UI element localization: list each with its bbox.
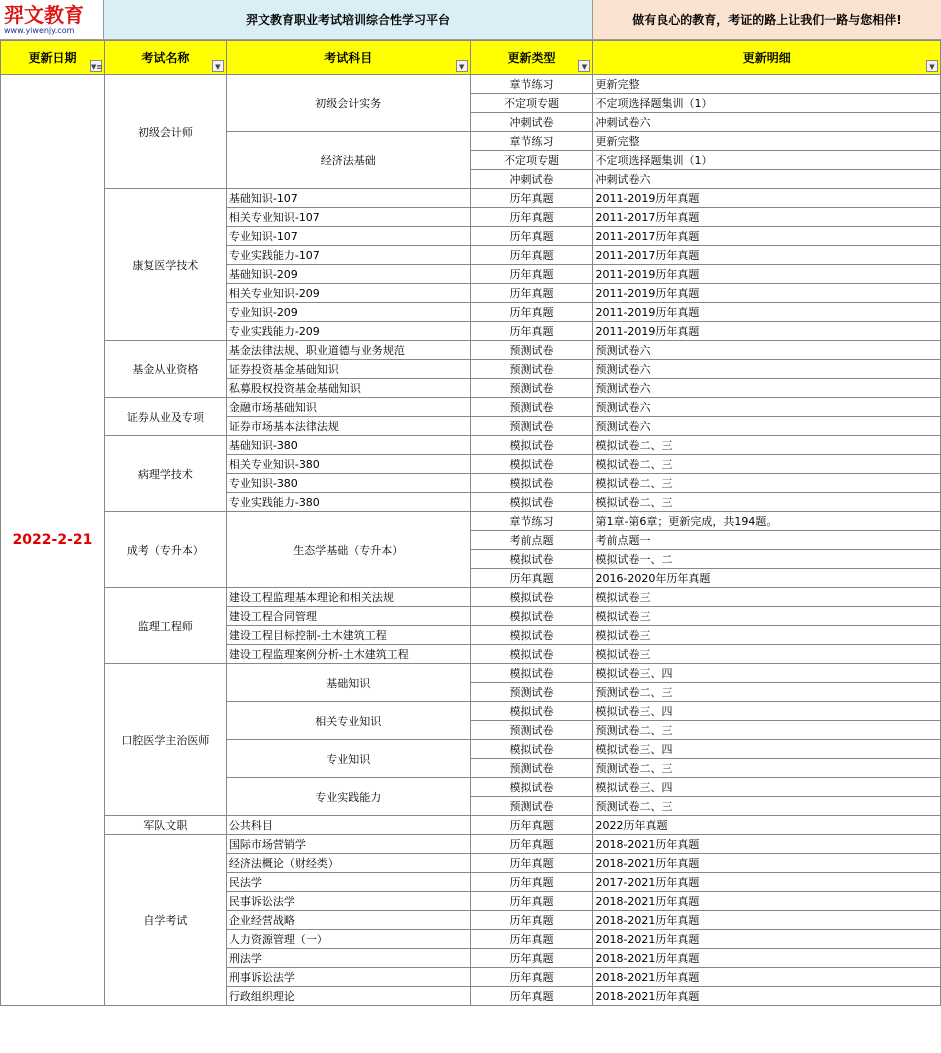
- update-detail-cell[interactable]: 预测试卷二、三: [593, 759, 941, 778]
- update-detail-cell[interactable]: 2011-2019历年真题: [593, 189, 941, 208]
- exam-subject-cell[interactable]: 专业实践能力: [226, 778, 470, 816]
- exam-subject-cell[interactable]: 相关专业知识-107: [226, 208, 470, 227]
- table-row: [1, 341, 941, 360]
- exam-subject-cell[interactable]: 基金法律法规、职业道德与业务规范: [226, 341, 470, 360]
- table-row: [1, 835, 941, 854]
- update-type-cell[interactable]: 历年真题: [470, 873, 593, 892]
- update-type-cell[interactable]: 预测试卷: [470, 797, 593, 816]
- update-type-cell[interactable]: 不定项专题: [470, 94, 593, 113]
- update-detail-cell[interactable]: 2016-2020年历年真题: [593, 569, 941, 588]
- update-type-cell[interactable]: 模拟试卷: [470, 474, 593, 493]
- exam-subject-cell[interactable]: 基础知识-107: [226, 189, 470, 208]
- update-type-cell[interactable]: 模拟试卷: [470, 588, 593, 607]
- update-type-cell[interactable]: 历年真题: [470, 854, 593, 873]
- update-type-cell[interactable]: 历年真题: [470, 835, 593, 854]
- exam-name-cell[interactable]: 口腔医学主治医师: [104, 664, 226, 816]
- filter-active-icon[interactable]: ▼≡: [90, 60, 102, 72]
- exam-subject-cell[interactable]: 刑事诉讼法学: [226, 968, 470, 987]
- logo-url: www.yiwenjy.com: [4, 25, 75, 35]
- exam-name-cell[interactable]: 监理工程师: [104, 588, 226, 664]
- update-type-cell[interactable]: 模拟试卷: [470, 550, 593, 569]
- update-detail-cell[interactable]: 考前点题一: [593, 531, 941, 550]
- update-detail-cell[interactable]: 模拟试卷三: [593, 607, 941, 626]
- exam-subject-cell[interactable]: 专业实践能力-209: [226, 322, 470, 341]
- update-type-cell[interactable]: 模拟试卷: [470, 778, 593, 797]
- update-detail-cell[interactable]: 2018-2021历年真题: [593, 930, 941, 949]
- exam-subject-cell[interactable]: 民事诉讼法学: [226, 892, 470, 911]
- update-detail-cell[interactable]: 冲刺试卷六: [593, 170, 941, 189]
- update-type-cell[interactable]: 冲刺试卷: [470, 113, 593, 132]
- exam-subject-cell[interactable]: 金融市场基础知识: [226, 398, 470, 417]
- update-type-cell[interactable]: 历年真题: [470, 892, 593, 911]
- update-type-cell[interactable]: 历年真题: [470, 284, 593, 303]
- update-type-cell[interactable]: 历年真题: [470, 265, 593, 284]
- update-detail-cell[interactable]: 更新完整: [593, 132, 941, 151]
- update-type-cell[interactable]: 历年真题: [470, 911, 593, 930]
- exam-subject-cell[interactable]: 私募股权投资基金基础知识: [226, 379, 470, 398]
- update-type-cell[interactable]: 章节练习: [470, 75, 593, 94]
- update-type-cell[interactable]: 预测试卷: [470, 360, 593, 379]
- update-detail-cell[interactable]: 冲刺试卷六: [593, 113, 941, 132]
- filter-dropdown-icon[interactable]: ▼: [578, 60, 590, 72]
- exam-subject-cell[interactable]: 专业知识-380: [226, 474, 470, 493]
- update-type-cell[interactable]: 历年真题: [470, 569, 593, 588]
- update-type-cell[interactable]: 模拟试卷: [470, 702, 593, 721]
- exam-subject-cell[interactable]: 经济法基础: [226, 132, 470, 189]
- exam-name-cell[interactable]: 自学考试: [104, 835, 226, 1006]
- exam-name-cell[interactable]: 基金从业资格: [104, 341, 226, 398]
- exam-subject-cell[interactable]: 相关专业知识: [226, 702, 470, 740]
- update-date-cell[interactable]: 2022-2-21: [1, 75, 105, 1006]
- update-type-cell[interactable]: 模拟试卷: [470, 740, 593, 759]
- update-type-cell[interactable]: 历年真题: [470, 949, 593, 968]
- update-detail-cell[interactable]: 预测试卷二、三: [593, 721, 941, 740]
- update-detail-cell[interactable]: 2017-2021历年真题: [593, 873, 941, 892]
- logo: [0, 0, 104, 40]
- update-detail-cell[interactable]: 预测试卷六: [593, 341, 941, 360]
- update-type-cell[interactable]: 模拟试卷: [470, 664, 593, 683]
- exam-subject-cell[interactable]: 建设工程合同管理: [226, 607, 470, 626]
- update-type-cell[interactable]: 历年真题: [470, 968, 593, 987]
- update-detail-cell[interactable]: 预测试卷二、三: [593, 797, 941, 816]
- update-detail-cell[interactable]: 预测试卷六: [593, 379, 941, 398]
- update-type-cell[interactable]: 考前点题: [470, 531, 593, 550]
- filter-dropdown-icon[interactable]: ▼: [456, 60, 468, 72]
- exam-name-cell[interactable]: 军队文职: [104, 816, 226, 835]
- update-detail-cell[interactable]: 模拟试卷三: [593, 626, 941, 645]
- update-detail-cell[interactable]: 2018-2021历年真题: [593, 892, 941, 911]
- update-detail-cell[interactable]: 模拟试卷二、三: [593, 474, 941, 493]
- update-table: [0, 40, 941, 1006]
- header-label: 考试名称: [141, 51, 190, 65]
- header-label: 更新类型: [507, 51, 556, 65]
- filter-dropdown-icon[interactable]: ▼: [212, 60, 224, 72]
- update-type-cell[interactable]: 历年真题: [470, 303, 593, 322]
- update-detail-cell[interactable]: 模拟试卷三、四: [593, 664, 941, 683]
- exam-name-cell[interactable]: 病理学技术: [104, 436, 226, 512]
- slogan: 做有良心的教育，考证的路上让我们一路与您相伴!: [593, 0, 941, 40]
- table-row: [1, 75, 941, 94]
- update-detail-cell[interactable]: 2011-2019历年真题: [593, 303, 941, 322]
- exam-subject-cell[interactable]: 国际市场营销学: [226, 835, 470, 854]
- exam-subject-cell[interactable]: 民法学: [226, 873, 470, 892]
- update-detail-cell[interactable]: 第1章-第6章；更新完成，共194题。: [593, 512, 941, 531]
- exam-subject-cell[interactable]: 相关专业知识-380: [226, 455, 470, 474]
- filter-dropdown-icon[interactable]: ▼: [926, 60, 938, 72]
- header-label: 更新明细: [742, 51, 791, 65]
- header-detail: [593, 41, 941, 75]
- exam-subject-cell[interactable]: 相关专业知识-209: [226, 284, 470, 303]
- update-type-cell[interactable]: 章节练习: [470, 132, 593, 151]
- update-type-cell[interactable]: 预测试卷: [470, 341, 593, 360]
- exam-name-cell[interactable]: 康复医学技术: [104, 189, 226, 341]
- update-type-cell[interactable]: 模拟试卷: [470, 493, 593, 512]
- update-type-cell[interactable]: 历年真题: [470, 208, 593, 227]
- header-exam: [104, 41, 226, 75]
- update-detail-cell[interactable]: 2018-2021历年真题: [593, 835, 941, 854]
- exam-subject-cell[interactable]: 证券市场基本法律法规: [226, 417, 470, 436]
- table-body: [1, 75, 941, 1006]
- update-detail-cell[interactable]: 模拟试卷三: [593, 588, 941, 607]
- update-detail-cell[interactable]: 不定项选择题集训（1）: [593, 151, 941, 170]
- update-detail-cell[interactable]: 模拟试卷二、三: [593, 455, 941, 474]
- table-row: [1, 398, 941, 417]
- exam-name-cell[interactable]: 初级会计师: [104, 75, 226, 189]
- update-detail-cell[interactable]: 2011-2019历年真题: [593, 265, 941, 284]
- update-detail-cell[interactable]: 模拟试卷一、二: [593, 550, 941, 569]
- update-type-cell[interactable]: 历年真题: [470, 246, 593, 265]
- update-detail-cell[interactable]: 模拟试卷三、四: [593, 740, 941, 759]
- update-type-cell[interactable]: 预测试卷: [470, 417, 593, 436]
- exam-subject-cell[interactable]: 基础知识-380: [226, 436, 470, 455]
- exam-subject-cell[interactable]: 基础知识-209: [226, 265, 470, 284]
- update-type-cell[interactable]: 历年真题: [470, 930, 593, 949]
- update-type-cell[interactable]: 模拟试卷: [470, 626, 593, 645]
- update-detail-cell[interactable]: 2011-2017历年真题: [593, 246, 941, 265]
- header-type: [470, 41, 593, 75]
- update-detail-cell[interactable]: 2011-2019历年真题: [593, 322, 941, 341]
- update-type-cell[interactable]: 冲刺试卷: [470, 170, 593, 189]
- update-detail-cell[interactable]: 预测试卷六: [593, 398, 941, 417]
- exam-subject-cell[interactable]: 公共科目: [226, 816, 470, 835]
- exam-name-cell[interactable]: 成考（专升本）: [104, 512, 226, 588]
- update-type-cell[interactable]: 模拟试卷: [470, 455, 593, 474]
- update-detail-cell[interactable]: 模拟试卷三、四: [593, 778, 941, 797]
- update-detail-cell[interactable]: 预测试卷六: [593, 360, 941, 379]
- table-row: [1, 189, 941, 208]
- exam-subject-cell[interactable]: 专业知识-107: [226, 227, 470, 246]
- update-detail-cell[interactable]: 不定项选择题集训（1）: [593, 94, 941, 113]
- update-type-cell[interactable]: 章节练习: [470, 512, 593, 531]
- exam-subject-cell[interactable]: 经济法概论（财经类）: [226, 854, 470, 873]
- header-label: 考试科目: [324, 51, 373, 65]
- table-row: [1, 664, 941, 683]
- update-detail-cell[interactable]: 2011-2017历年真题: [593, 208, 941, 227]
- update-type-cell[interactable]: 模拟试卷: [470, 645, 593, 664]
- exam-subject-cell[interactable]: 建设工程监理案例分析-土木建筑工程: [226, 645, 470, 664]
- header-subject: [226, 41, 470, 75]
- update-detail-cell[interactable]: 2018-2021历年真题: [593, 987, 941, 1006]
- exam-subject-cell[interactable]: 建设工程监理基本理论和相关法规: [226, 588, 470, 607]
- update-detail-cell[interactable]: 2018-2021历年真题: [593, 854, 941, 873]
- update-detail-cell[interactable]: 模拟试卷二、三: [593, 436, 941, 455]
- exam-subject-cell[interactable]: 刑法学: [226, 949, 470, 968]
- update-detail-cell[interactable]: 预测试卷二、三: [593, 683, 941, 702]
- update-detail-cell[interactable]: 2011-2017历年真题: [593, 227, 941, 246]
- exam-subject-cell[interactable]: 行政组织理论: [226, 987, 470, 1006]
- exam-subject-cell[interactable]: 专业实践能力-380: [226, 493, 470, 512]
- update-type-cell[interactable]: 预测试卷: [470, 398, 593, 417]
- update-type-cell[interactable]: 历年真题: [470, 322, 593, 341]
- update-type-cell[interactable]: 模拟试卷: [470, 436, 593, 455]
- update-type-cell[interactable]: 模拟试卷: [470, 607, 593, 626]
- exam-subject-cell[interactable]: 专业知识-209: [226, 303, 470, 322]
- update-detail-cell[interactable]: 预测试卷六: [593, 417, 941, 436]
- update-detail-cell[interactable]: 模拟试卷二、三: [593, 493, 941, 512]
- update-type-cell[interactable]: 历年真题: [470, 987, 593, 1006]
- header-date: [1, 41, 105, 75]
- exam-subject-cell[interactable]: 建设工程目标控制-土木建筑工程: [226, 626, 470, 645]
- update-type-cell[interactable]: 预测试卷: [470, 759, 593, 778]
- update-detail-cell[interactable]: 2022历年真题: [593, 816, 941, 835]
- exam-subject-cell[interactable]: 生态学基础（专升本）: [226, 512, 470, 588]
- update-detail-cell[interactable]: 2018-2021历年真题: [593, 968, 941, 987]
- table-row: [1, 512, 941, 531]
- exam-subject-cell[interactable]: 人力资源管理（一）: [226, 930, 470, 949]
- header-row: [1, 41, 941, 75]
- table-row: [1, 436, 941, 455]
- update-detail-cell[interactable]: 2018-2021历年真题: [593, 949, 941, 968]
- exam-subject-cell[interactable]: 证券投资基金基础知识: [226, 360, 470, 379]
- platform-title: 羿文教育职业考试培训综合性学习平台: [104, 0, 593, 40]
- update-type-cell[interactable]: 预测试卷: [470, 683, 593, 702]
- update-type-cell[interactable]: 历年真题: [470, 189, 593, 208]
- exam-subject-cell[interactable]: 专业实践能力-107: [226, 246, 470, 265]
- update-type-cell[interactable]: 历年真题: [470, 816, 593, 835]
- update-detail-cell[interactable]: 更新完整: [593, 75, 941, 94]
- update-type-cell[interactable]: 历年真题: [470, 227, 593, 246]
- update-detail-cell[interactable]: 2011-2019历年真题: [593, 284, 941, 303]
- update-detail-cell[interactable]: 模拟试卷三、四: [593, 702, 941, 721]
- table-row: [1, 588, 941, 607]
- exam-name-cell[interactable]: 证券从业及专项: [104, 398, 226, 436]
- update-type-cell[interactable]: 预测试卷: [470, 379, 593, 398]
- exam-subject-cell[interactable]: 初级会计实务: [226, 75, 470, 132]
- update-type-cell[interactable]: 预测试卷: [470, 721, 593, 740]
- exam-subject-cell[interactable]: 企业经营战略: [226, 911, 470, 930]
- logo-text: 羿文教育: [4, 2, 84, 27]
- exam-subject-cell[interactable]: 基础知识: [226, 664, 470, 702]
- update-detail-cell[interactable]: 2018-2021历年真题: [593, 911, 941, 930]
- table-row: [1, 816, 941, 835]
- exam-subject-cell[interactable]: 专业知识: [226, 740, 470, 778]
- header-label: 更新日期: [28, 51, 77, 65]
- update-detail-cell[interactable]: 模拟试卷三: [593, 645, 941, 664]
- update-type-cell[interactable]: 不定项专题: [470, 151, 593, 170]
